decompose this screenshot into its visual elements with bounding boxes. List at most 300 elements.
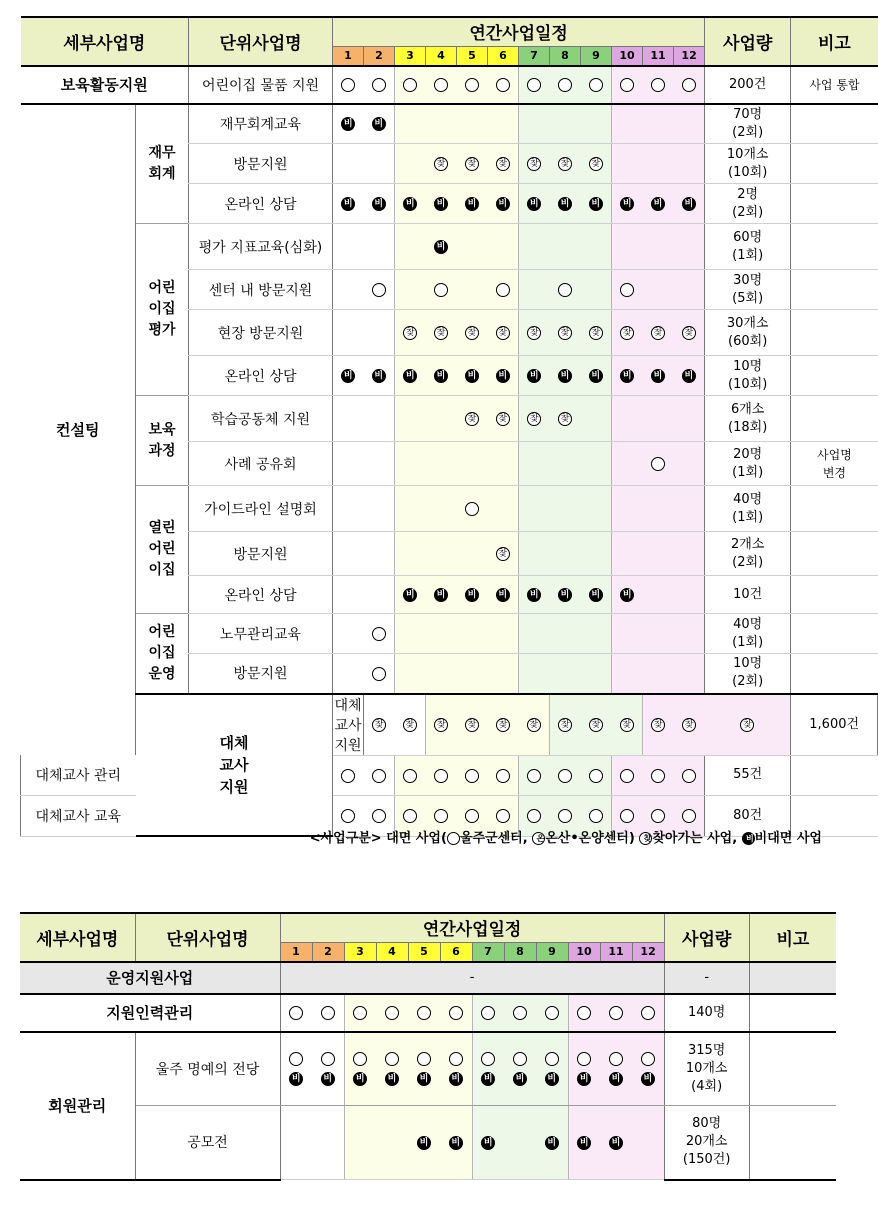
month-cell-10 — [612, 532, 643, 576]
table-row — [21, 66, 878, 104]
month-cell-10 — [612, 654, 643, 694]
dark-circle-icon: 비 — [341, 369, 355, 383]
amount-cell: 10건 — [705, 576, 791, 614]
dark-circle-icon: 비 — [372, 117, 386, 131]
table-row — [21, 396, 878, 442]
hall-amount: 315명 10개소 (4회) — [664, 1032, 749, 1106]
visit-circle-icon: 찾 — [496, 412, 510, 426]
month-cell-7 — [519, 755, 550, 795]
staff-note — [749, 994, 836, 1032]
dark-circle-icon: 비 — [403, 588, 417, 602]
unit-name: 어린이집 물품 지원 — [189, 66, 333, 104]
hollow-circle-icon — [620, 769, 634, 783]
month-cell-6 — [488, 576, 519, 614]
month-cell-2 — [364, 356, 395, 396]
dark-circle-icon: 비 — [434, 369, 448, 383]
month-cell-2 — [364, 486, 395, 532]
dark-circle-icon: 비 — [651, 197, 665, 211]
month-cell-9 — [581, 396, 612, 442]
month-cell-5 — [457, 532, 488, 576]
dark-circle-icon: 비 — [682, 369, 696, 383]
month-cell-9 — [581, 310, 612, 356]
month-cell-5 — [457, 654, 488, 694]
month-cell-7 — [519, 442, 550, 486]
month-cell-6 — [488, 270, 519, 310]
month-cell-9 — [536, 994, 568, 1032]
legend-on-text: 온산•온양센터) — [545, 831, 640, 846]
month-cell-10 — [612, 104, 643, 144]
amount-cell: 200건 — [705, 66, 791, 104]
unit-name: 방문지원 — [189, 654, 333, 694]
month-cell-4 — [426, 755, 457, 795]
visit-circle-icon: 찾 — [651, 718, 665, 732]
note-cell — [791, 144, 878, 184]
month-cell-7 — [550, 694, 581, 756]
dark-circle-icon: 비 — [742, 832, 755, 845]
month-cell-7 — [519, 654, 550, 694]
month-cell-8 — [550, 224, 581, 270]
visit-circle-icon: 찾 — [651, 326, 665, 340]
unit-name: 사례 공유회 — [189, 442, 333, 486]
dark-circle-icon: 비 — [321, 1072, 335, 1086]
month-cell-3 — [395, 356, 426, 396]
month-cell-12 — [674, 144, 705, 184]
on-circle-icon: 온 — [532, 832, 545, 845]
dark-circle-icon: 비 — [385, 1072, 399, 1086]
dark-circle-icon: 비 — [434, 588, 448, 602]
hollow-circle-icon — [403, 769, 417, 783]
month-cell-1 — [333, 442, 364, 486]
unit-name: 방문지원 — [189, 532, 333, 576]
dark-circle-icon: 비 — [372, 197, 386, 211]
visit-circle-icon: 찾 — [740, 718, 754, 732]
dark-circle-icon: 비 — [589, 588, 603, 602]
visit-circle-icon: 찾 — [527, 718, 541, 732]
hollow-circle-icon — [545, 1052, 559, 1066]
month-cell-8 — [550, 104, 581, 144]
month-cell-9 — [612, 694, 643, 756]
month-cell-12 — [674, 576, 705, 614]
month-cell-8 — [550, 614, 581, 654]
month-cell-2 — [312, 994, 344, 1032]
hollow-circle-icon — [403, 78, 417, 92]
month-header-12: 12 — [674, 46, 705, 66]
ops-schedule: - — [280, 962, 664, 994]
month-cell-12 — [705, 694, 791, 756]
month-cell-3 — [395, 614, 426, 654]
month-cell-8 — [550, 442, 581, 486]
unit-name: 온라인 상담 — [189, 576, 333, 614]
visit-circle-icon: 찾 — [620, 718, 634, 732]
month-header-4: 4 — [426, 46, 457, 66]
month-cell-7 — [519, 486, 550, 532]
month-cell-8 — [550, 576, 581, 614]
header-row — [21, 17, 878, 46]
month-cell-10 — [612, 442, 643, 486]
hollow-circle-icon — [341, 809, 355, 823]
month-cell-7 — [519, 144, 550, 184]
month-cell-10 — [568, 1106, 600, 1180]
month-cell-2 — [364, 104, 395, 144]
note-cell — [791, 614, 878, 654]
dark-circle-icon: 비 — [417, 1072, 431, 1086]
dark-circle-icon: 비 — [558, 588, 572, 602]
dark-circle-icon: 비 — [341, 117, 355, 131]
month-cell-2 — [364, 576, 395, 614]
month-cell-2 — [364, 184, 395, 224]
subgroup-name: 어린 이집 운영 — [136, 614, 189, 694]
dark-circle-icon: 비 — [481, 1136, 495, 1150]
table-row — [21, 104, 878, 144]
month-cell-4 — [376, 1106, 408, 1180]
group-name: 보육활동지원 — [21, 66, 189, 104]
hollow-circle-icon — [372, 667, 386, 681]
unit-name: 울주 명예의 전당 — [135, 1032, 280, 1106]
month-cell-7 — [472, 1032, 504, 1106]
month-cell-12 — [674, 486, 705, 532]
note-cell — [791, 486, 878, 532]
month-cell-3 — [395, 144, 426, 184]
month-cell-6 — [488, 356, 519, 396]
visit-circle-icon: 찾 — [496, 718, 510, 732]
member-title: 회원관리 — [20, 1032, 135, 1180]
month-header-5: 5 — [457, 46, 488, 66]
month-header-11: 11 — [600, 942, 632, 962]
hollow-circle-icon — [558, 809, 572, 823]
month-cell-9 — [581, 614, 612, 654]
month-cell-1 — [280, 994, 312, 1032]
header-schedule: 연간사업일정 — [280, 913, 664, 942]
month-cell-4 — [426, 442, 457, 486]
note-cell — [791, 224, 878, 270]
amount-cell: 10명 (2회) — [705, 654, 791, 694]
month-cell-2 — [364, 755, 395, 795]
month-cell-1 — [333, 614, 364, 654]
month-cell-11 — [643, 356, 674, 396]
dark-circle-icon: 비 — [341, 197, 355, 211]
month-cell-4 — [426, 654, 457, 694]
month-cell-10 — [612, 184, 643, 224]
amount-cell: 1,600건 — [791, 694, 878, 756]
subgroup-name: 열린 어린 이집 — [136, 486, 189, 614]
note-cell — [791, 356, 878, 396]
hollow-circle-icon — [496, 78, 510, 92]
month-header-10: 10 — [612, 46, 643, 66]
note-cell — [791, 270, 878, 310]
dark-circle-icon: 비 — [403, 197, 417, 211]
month-cell-6 — [440, 994, 472, 1032]
amount-cell: 40명 (1회) — [705, 486, 791, 532]
legend-hollow-text: 울주군센터, — [459, 831, 533, 846]
month-cell-12 — [674, 184, 705, 224]
visit-circle-icon: 찾 — [639, 832, 652, 845]
month-cell-7 — [519, 396, 550, 442]
amount-cell: 70명 (2회) — [705, 104, 791, 144]
table-row — [20, 994, 836, 1032]
month-cell-5 — [457, 486, 488, 532]
month-header-6: 6 — [440, 942, 472, 962]
amount-cell: 10명 (10회) — [705, 356, 791, 396]
month-cell-7 — [519, 104, 550, 144]
hollow-circle-icon — [434, 809, 448, 823]
month-cell-6 — [488, 532, 519, 576]
visit-circle-icon: 찾 — [496, 547, 510, 561]
month-cell-11 — [643, 66, 674, 104]
schedule-table-1 — [20, 16, 878, 837]
month-cell-11 — [643, 224, 674, 270]
table-row — [21, 694, 878, 756]
month-cell-5 — [457, 614, 488, 654]
ops-title: 운영지원사업 — [20, 962, 280, 994]
month-cell-2 — [312, 1106, 344, 1180]
month-cell-2 — [364, 310, 395, 356]
month-cell-2 — [364, 66, 395, 104]
header-detail: 세부사업명 — [20, 913, 135, 962]
month-cell-9 — [581, 654, 612, 694]
month-cell-8 — [504, 1106, 536, 1180]
month-cell-4 — [426, 310, 457, 356]
visit-circle-icon: 찾 — [527, 412, 541, 426]
visit-circle-icon: 찾 — [372, 718, 386, 732]
month-cell-4 — [457, 694, 488, 756]
month-cell-8 — [550, 486, 581, 532]
month-cell-11 — [643, 104, 674, 144]
hollow-circle-icon — [682, 809, 696, 823]
hollow-circle-icon — [577, 1006, 591, 1020]
dark-circle-icon: 비 — [417, 1136, 431, 1150]
month-cell-10 — [612, 356, 643, 396]
visit-circle-icon: 찾 — [434, 718, 448, 732]
dark-circle-icon: 비 — [589, 197, 603, 211]
hollow-circle-icon — [682, 78, 696, 92]
hollow-circle-icon — [434, 283, 448, 297]
month-cell-10 — [612, 576, 643, 614]
month-cell-9 — [581, 66, 612, 104]
month-cell-6 — [488, 614, 519, 654]
month-cell-11 — [674, 694, 705, 756]
month-cell-3 — [395, 486, 426, 532]
hollow-circle-icon — [589, 809, 603, 823]
dark-circle-icon: 비 — [465, 369, 479, 383]
month-cell-11 — [643, 614, 674, 654]
dark-circle-icon: 비 — [545, 1072, 559, 1086]
month-cell-5 — [457, 184, 488, 224]
hollow-circle-icon — [527, 78, 541, 92]
hollow-circle-icon — [385, 1006, 399, 1020]
hollow-circle-icon — [341, 769, 355, 783]
month-cell-4 — [426, 532, 457, 576]
table-row — [21, 614, 878, 654]
hollow-circle-icon — [321, 1006, 335, 1020]
header-row — [20, 913, 836, 942]
month-cell-11 — [643, 576, 674, 614]
month-cell-5 — [457, 66, 488, 104]
month-cell-11 — [643, 486, 674, 532]
visit-circle-icon: 찾 — [465, 326, 479, 340]
month-cell-9 — [581, 532, 612, 576]
month-cell-6 — [440, 1106, 472, 1180]
schedule-table-2 — [20, 912, 836, 1181]
month-cell-3 — [395, 270, 426, 310]
month-cell-6 — [488, 442, 519, 486]
amount-cell: 2명 (2회) — [705, 184, 791, 224]
month-cell-3 — [344, 1032, 376, 1106]
header-schedule: 연간사업일정 — [333, 17, 705, 46]
month-cell-3 — [395, 396, 426, 442]
month-header-12: 12 — [632, 942, 664, 962]
hollow-circle-icon — [651, 809, 665, 823]
month-cell-11 — [643, 270, 674, 310]
month-cell-7 — [519, 66, 550, 104]
month-cell-5 — [457, 144, 488, 184]
table-row — [20, 962, 836, 994]
month-cell-7 — [519, 184, 550, 224]
hollow-circle-icon — [577, 1052, 591, 1066]
month-cell-2 — [364, 144, 395, 184]
month-cell-10 — [612, 755, 643, 795]
visit-circle-icon: 찾 — [558, 157, 572, 171]
hollow-circle-icon — [372, 769, 386, 783]
month-cell-1 — [333, 356, 364, 396]
month-cell-2 — [312, 1032, 344, 1106]
hollow-circle-icon — [465, 769, 479, 783]
month-cell-11 — [643, 144, 674, 184]
note-cell — [791, 104, 878, 144]
unit-name: 대체교사 교육 — [21, 795, 136, 836]
staff-title: 지원인력관리 — [20, 994, 280, 1032]
month-cell-9 — [581, 270, 612, 310]
month-cell-11 — [643, 442, 674, 486]
header-detail: 세부사업명 — [21, 17, 189, 66]
hollow-circle-icon — [589, 769, 603, 783]
month-cell-6 — [488, 224, 519, 270]
month-cell-7 — [519, 270, 550, 310]
legend-dark-text: 비대면 사업 — [754, 831, 822, 846]
month-cell-10 — [612, 396, 643, 442]
month-cell-5 — [457, 396, 488, 442]
dark-circle-icon: 비 — [403, 369, 417, 383]
legend-visit-text: 찾아가는 사업, — [652, 831, 742, 846]
month-cell-12 — [674, 396, 705, 442]
month-cell-7 — [519, 614, 550, 654]
month-cell-10 — [612, 270, 643, 310]
month-cell-4 — [376, 994, 408, 1032]
unit-name: 온라인 상담 — [189, 184, 333, 224]
unit-name: 대체교사 지원 — [333, 694, 364, 756]
month-header-3: 3 — [344, 942, 376, 962]
month-cell-1 — [280, 1106, 312, 1180]
month-cell-3 — [395, 184, 426, 224]
month-cell-7 — [472, 994, 504, 1032]
month-cell-5 — [408, 1106, 440, 1180]
month-cell-8 — [504, 1032, 536, 1106]
hollow-circle-icon — [641, 1052, 655, 1066]
month-cell-1 — [280, 1032, 312, 1106]
visit-circle-icon: 찾 — [434, 326, 448, 340]
hollow-circle-icon — [558, 769, 572, 783]
month-cell-10 — [612, 144, 643, 184]
visit-circle-icon: 찾 — [434, 157, 448, 171]
visit-circle-icon: 찾 — [527, 157, 541, 171]
month-cell-3 — [395, 755, 426, 795]
dark-circle-icon: 비 — [609, 1136, 623, 1150]
month-cell-8 — [581, 694, 612, 756]
unit-name: 센터 내 방문지원 — [189, 270, 333, 310]
subgroup-name: 보육 과정 — [136, 396, 189, 486]
amount-cell: 6개소 (18회) — [705, 396, 791, 442]
month-header-11: 11 — [643, 46, 674, 66]
month-header-9: 9 — [581, 46, 612, 66]
dark-circle-icon: 비 — [465, 588, 479, 602]
amount-cell: 20명 (1회) — [705, 442, 791, 486]
month-cell-2 — [364, 270, 395, 310]
month-cell-8 — [550, 144, 581, 184]
header-amount: 사업량 — [664, 913, 749, 962]
month-cell-5 — [457, 104, 488, 144]
staff-amount: 140명 — [664, 994, 749, 1032]
month-cell-3 — [395, 576, 426, 614]
month-cell-9 — [581, 755, 612, 795]
table-row — [21, 486, 878, 532]
group-name: 컨설팅 — [21, 104, 136, 756]
month-cell-6 — [488, 66, 519, 104]
month-cell-12 — [632, 994, 664, 1032]
month-cell-1 — [333, 532, 364, 576]
dark-circle-icon: 비 — [289, 1072, 303, 1086]
unit-name: 공모전 — [135, 1106, 280, 1180]
month-cell-3 — [395, 104, 426, 144]
month-cell-5 — [457, 442, 488, 486]
hollow-circle-icon — [513, 1006, 527, 1020]
ops-amount: - — [664, 962, 749, 994]
hollow-circle-icon — [449, 1052, 463, 1066]
contest-amount: 80명 20개소 (150건) — [664, 1106, 749, 1180]
month-cell-9 — [536, 1106, 568, 1180]
month-cell-10 — [643, 694, 674, 756]
amount-cell: 40명 (1회) — [705, 614, 791, 654]
month-cell-9 — [581, 576, 612, 614]
note-cell — [791, 310, 878, 356]
amount-cell: 10개소 (10회) — [705, 144, 791, 184]
dark-circle-icon: 비 — [651, 369, 665, 383]
month-cell-7 — [519, 310, 550, 356]
month-cell-1 — [333, 396, 364, 442]
month-cell-2 — [364, 224, 395, 270]
month-cell-9 — [581, 144, 612, 184]
visit-circle-icon: 찾 — [682, 326, 696, 340]
hollow-circle-icon — [481, 1052, 495, 1066]
dark-circle-icon: 비 — [527, 369, 541, 383]
header-unit: 단위사업명 — [189, 17, 333, 66]
month-cell-4 — [426, 144, 457, 184]
hollow-circle-icon — [465, 809, 479, 823]
legend-prefix: <사업구분> 대면 사업( — [309, 831, 447, 846]
dark-circle-icon: 비 — [449, 1072, 463, 1086]
hollow-circle-icon — [620, 809, 634, 823]
month-cell-12 — [674, 356, 705, 396]
dark-circle-icon: 비 — [465, 197, 479, 211]
visit-circle-icon: 찾 — [496, 157, 510, 171]
month-header-1: 1 — [333, 46, 364, 66]
visit-circle-icon: 찾 — [403, 326, 417, 340]
month-cell-6 — [488, 310, 519, 356]
month-cell-3 — [395, 442, 426, 486]
month-cell-11 — [643, 310, 674, 356]
month-cell-9 — [536, 1032, 568, 1106]
month-cell-8 — [550, 755, 581, 795]
month-cell-1 — [333, 755, 364, 795]
hollow-circle-icon — [545, 1006, 559, 1020]
